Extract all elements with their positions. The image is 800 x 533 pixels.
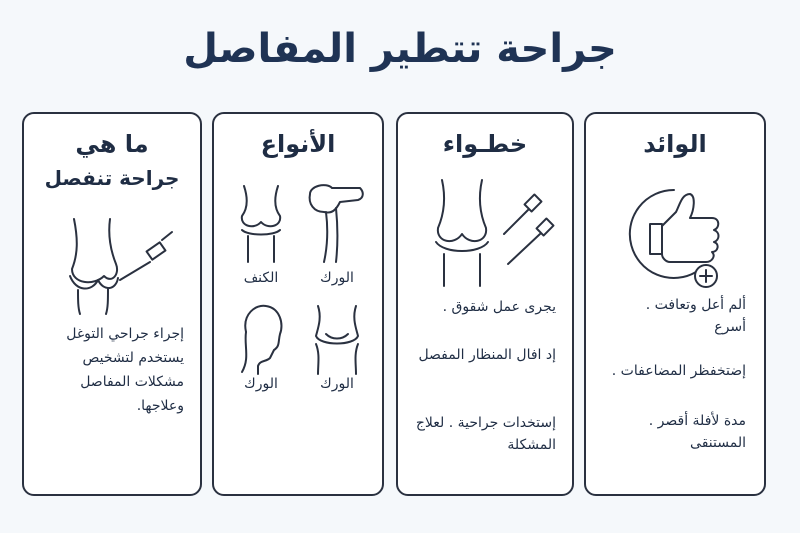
knee-icon [236, 184, 286, 264]
benefit-bullet-1: ألم أعل وتعافت . أسرع [645, 297, 746, 335]
benefit-bullet-3: مدة لأفلة أقصر . المستنقى [648, 413, 746, 451]
type-label-1: الكنف [243, 270, 279, 286]
card-what-is-subheading: جراحة تنفصل [44, 166, 180, 190]
joint-icon [312, 304, 362, 376]
card-types-heading: الأنواع [260, 130, 336, 158]
description-line: مشكلات المفاصل [80, 374, 184, 390]
card-steps-heading: خطـواء [442, 130, 528, 158]
card-what-is-heading: ما هي [75, 130, 149, 158]
card-steps [396, 112, 574, 496]
benefit-bullet-2: إضتخفظر المضاعفات . [611, 363, 746, 379]
step-bullet-3: إستخدات جراحية . لعلاج المشكلة [415, 415, 556, 453]
card-types [212, 112, 384, 496]
step-bullet-2: إد افال المنظار المفصل [418, 347, 556, 363]
head-icon [236, 302, 286, 376]
type-label-3: الورك [244, 376, 278, 392]
card-benefits-heading: الوائد [643, 130, 707, 158]
card-what-is-description [34, 322, 184, 418]
type-label-2: الورك [320, 270, 354, 286]
hip-joint-icon [306, 184, 366, 264]
card-benefits [584, 112, 766, 496]
type-label-4: الورك [320, 376, 354, 392]
description-line: إجراء جراحي التوغل [66, 326, 184, 342]
surgical-tools-icon [498, 194, 558, 268]
plus-icon [692, 262, 720, 290]
card-what-is [22, 112, 202, 496]
description-line: وعلاجها. [136, 398, 184, 414]
description-line: يستخدم لتشخيص [82, 350, 184, 366]
page-title: جراحة تتطير المفاصل [183, 26, 617, 72]
knee-joint-icon [64, 214, 174, 314]
step-bullet-1: يجرى عمل شقوق . [442, 299, 556, 315]
knee-icon [432, 178, 492, 288]
